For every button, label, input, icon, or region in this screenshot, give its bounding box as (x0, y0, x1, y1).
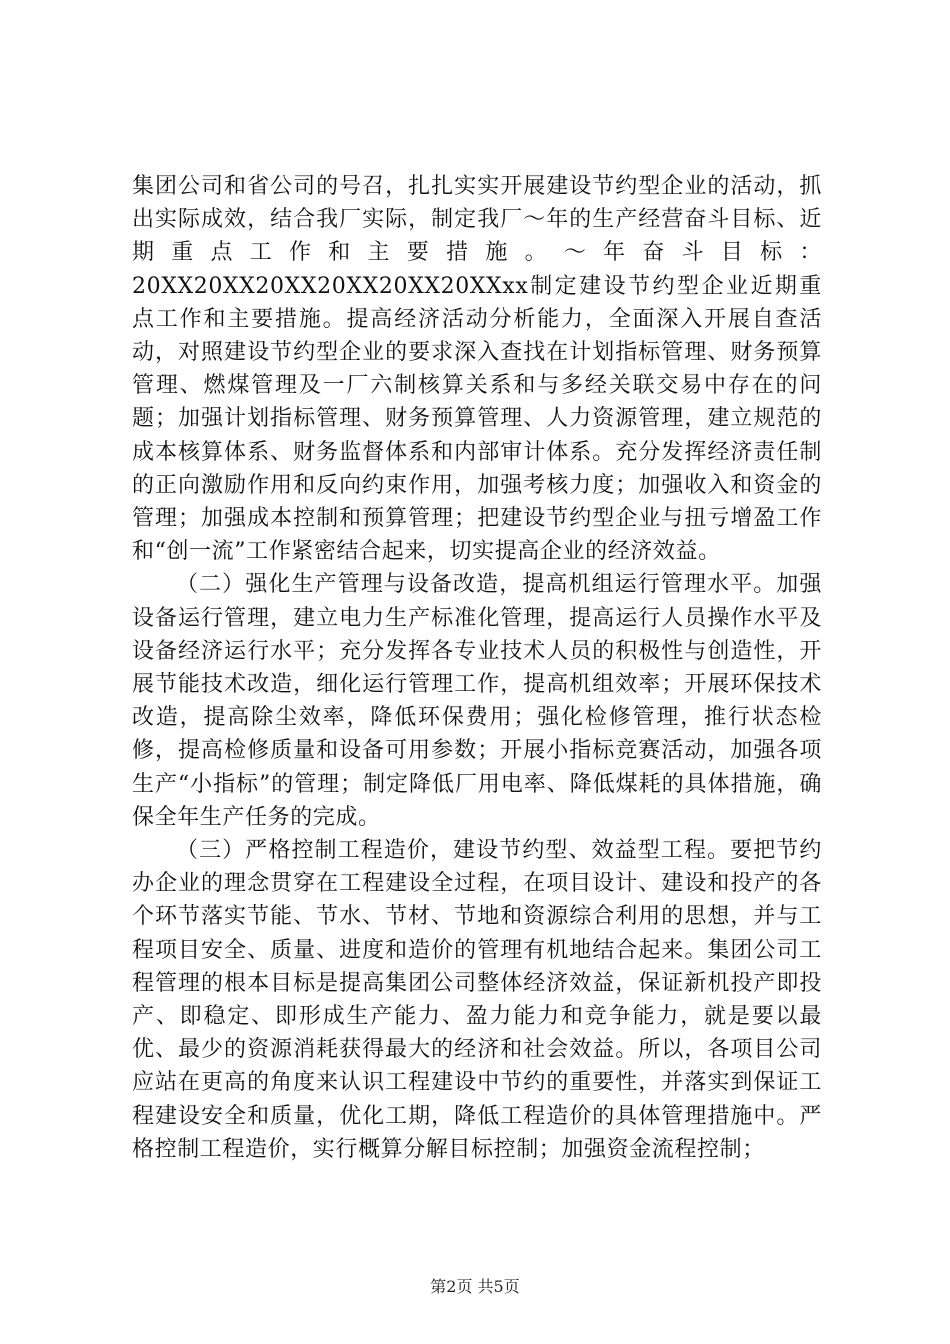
paragraph-1: 集团公司和省公司的号召，扎扎实实开展建设节约型企业的活动，抓出实际成效，结合我厂实际，制定我厂～年的生产经营奋斗目标、近期重点工作和主要措施。～年奋斗目标：20XX20XX20XX20XX20XX20XXxx制定建设节约型企业近期重点工作和主要措施。提高经济活动分析能力，全面深入开展自查活动，对照建设节约型企业的要求深入查找在计划指标管理、财务预算管理、燃煤管理及一厂六制核算关系和与多经关联交易中存在的问题；加强计划指标管理、财务预算管理、人力资源管理，建立规范的成本核算体系、财务监督体系和内部审计体系。充分发挥经济责任制的正向激励作用和反向约束作用，加强考核力度；加强收入和资金的管理；加强成本控制和预算管理；把建设节约型企业与扭亏增盈工作和“创一流”工作紧密结合起来，切实提高企业的经济效益。 (132, 174, 822, 565)
paragraph-2: （二）强化生产管理与设备改造，提高机组运行管理水平。加强设备运行管理，建立电力生产标准化管理，提高运行人员操作水平及设备经济运行水平；充分发挥各专业技术人员的积极性与创造性，开展节能技术改造，细化运行管理工作，提高机组效率；开展环保技术改造，提高除尘效率，降低环保费用；强化检修管理，推行状态检修，提高检修质量和设备可用参数；开展小指标竞赛活动，加强各项生产“小指标”的管理；制定降低厂用电率、降低煤耗的具体措施，确保全年生产任务的完成。 (132, 572, 822, 830)
document-body (132, 170, 822, 1166)
paragraph-3: （三）严格控制工程造价，建设节约型、效益型工程。要把节约办企业的理念贯穿在工程建设全过程，在项目设计、建设和投产的各个环节落实节能、节水、节材、节地和资源综合利用的思想，并与工程项目安全、质量、进度和造价的管理有机地结合起来。集团公司工程管理的根本目标是提高集团公司整体经济效益，保证新机投产即投产、即稳定、即形成生产能力、盈力能力和竞争能力，就是要以最优、最少的资源消耗获得最大的经济和社会效益。所以，各项目公司应站在更高的角度来认识工程建设中节约的重要性，并落实到保证工程建设安全和质量，优化工期，降低工程造价的具体管理措施中。严格控制工程造价，实行概算分解目标控制；加强资金流程控制； (132, 838, 822, 1162)
page-number-footer: 第2页 共5页 (430, 1277, 520, 1296)
